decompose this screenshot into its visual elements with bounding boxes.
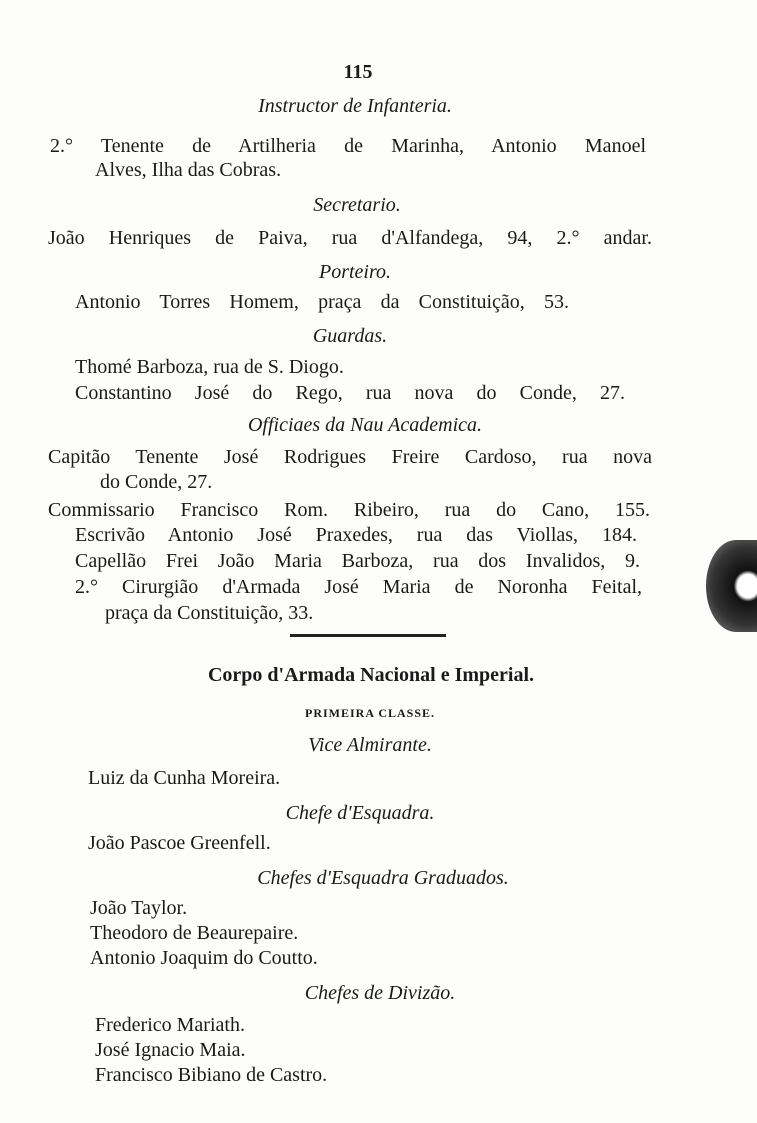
entry-line: do Conde, 27.: [100, 471, 213, 493]
name-line: Luiz da Cunha Moreira.: [88, 767, 281, 789]
heading-chefes-divizao: Chefes de Divizão.: [304, 982, 456, 1004]
name-line: Frederico Mariath.: [95, 1014, 245, 1036]
entry-line: Thomé Barboza, rua de S. Diogo.: [75, 356, 344, 378]
name-line: João Taylor.: [90, 897, 188, 919]
entry-line: Alves, Ilha das Cobras.: [95, 159, 282, 181]
heading-porteiro: Porteiro.: [318, 261, 392, 283]
heading-officiaes: Officiaes da Nau Academica.: [247, 414, 483, 436]
entry-line: 2.° Tenente de Artilheria de Marinha, Antonio Manoel: [50, 135, 646, 157]
entry-line: Constantino José do Rego, rua nova do Conde, 27.: [75, 382, 625, 404]
name-line: Francisco Bibiano de Castro.: [95, 1064, 328, 1086]
entry-line: João Henriques de Paiva, rua d'Alfandega, 94, 2.° andar.: [48, 227, 652, 249]
entry-line: Commissario Francisco Rom. Ribeiro, rua do Cano, 155.: [48, 499, 650, 521]
entry-line: Escrivão Antonio José Praxedes, rua das Viollas, 184.: [75, 524, 637, 546]
heading-guardas: Guardas.: [312, 325, 388, 347]
class-title: PRIMEIRA CLASSE.: [304, 706, 436, 720]
heading-chefes-graduados: Chefes d'Esquadra Graduados.: [257, 867, 509, 889]
name-line: João Pascoe Greenfell.: [88, 832, 271, 854]
corps-title: Corpo d'Armada Nacional e Imperial.: [207, 664, 535, 686]
entry-line: 2.° Cirurgião d'Armada José Maria de Noronha Feital,: [75, 576, 642, 598]
heading-instructor: Instructor de Infanteria.: [258, 95, 452, 117]
page-number: 115: [343, 61, 373, 83]
entry-line: praça da Constituição, 33.: [105, 602, 314, 624]
entry-line: Capitão Tenente José Rodrigues Freire Cardoso, rua nova: [48, 446, 652, 468]
heading-vice-almirante: Vice Almirante.: [308, 734, 432, 756]
entry-line: Antonio Torres Homem, praça da Constituição, 53.: [75, 291, 569, 313]
page-edge-blemish: [706, 540, 757, 632]
name-line: José Ignacio Maia.: [95, 1039, 246, 1061]
name-line: Antonio Joaquim do Coutto.: [90, 947, 318, 969]
heading-chefe-esquadra: Chefe d'Esquadra.: [285, 802, 435, 824]
heading-secretario: Secretario.: [313, 194, 401, 216]
name-line: Theodoro de Beaurepaire.: [90, 922, 299, 944]
entry-line: Capellão Frei João Maria Barboza, rua dos Invalidos, 9.: [75, 550, 640, 572]
section-divider: [290, 634, 446, 637]
